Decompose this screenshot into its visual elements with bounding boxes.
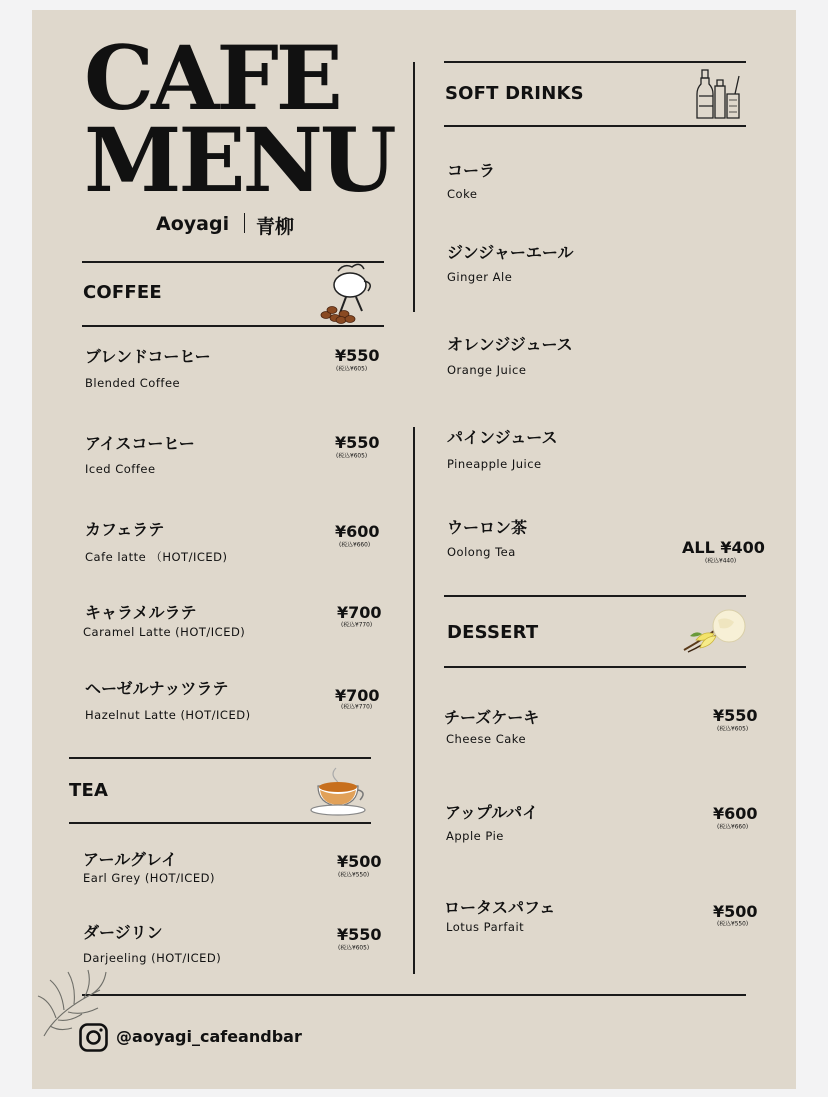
- soft-drink-item-name-en: Orange Juice: [447, 363, 527, 377]
- soft-drink-item-name-en: Coke: [447, 187, 478, 201]
- coffee-item-tax: (税込¥605): [336, 451, 368, 460]
- soft-drink-item-name-en: Oolong Tea: [447, 545, 516, 559]
- coffee-item-name-jp: ヘーゼルナッツラテ: [85, 679, 229, 698]
- soft-drink-item-name-en: Pineapple Juice: [447, 457, 542, 471]
- soft-drink-item-name-jp: ジンジャーエール: [447, 243, 574, 262]
- coffee-item-name-jp: アイスコーヒー: [85, 434, 195, 453]
- soft-drinks-all-tax: (税込¥440): [705, 556, 737, 565]
- column-divider-lower: [413, 427, 415, 974]
- dessert-item-name-en: Lotus Parfait: [446, 920, 525, 934]
- coffee-item-name-en: Blended Coffee: [85, 376, 181, 390]
- tea-bottom-rule: [69, 822, 371, 824]
- dessert-item-name-jp: ロータスパフェ: [444, 898, 556, 917]
- dessert-bottom-rule: [444, 666, 746, 668]
- coffee-item-tax: (税込¥660): [339, 540, 371, 549]
- dessert-item-name-en: Cheese Cake: [446, 732, 527, 746]
- coffee-item-name-jp: キャラメルラテ: [85, 603, 197, 622]
- instagram-icon[interactable]: [79, 1023, 108, 1052]
- soft-drink-item-name-jp: パインジュース: [447, 428, 558, 447]
- soft-drink-item-name-jp: ウーロン茶: [447, 518, 528, 537]
- dessert-heading: DESSERT: [447, 622, 539, 643]
- coffee-item-name-jp: ブレンドコーヒー: [85, 347, 211, 366]
- dessert-item-name-jp: チーズケーキ: [444, 708, 540, 727]
- vanilla-ice-cream-icon: [682, 606, 748, 660]
- coffee-item-price: ¥700: [335, 686, 380, 705]
- coffee-item-name-en: Caramel Latte (HOT/ICED): [83, 625, 246, 639]
- coffee-item-price: ¥700: [337, 603, 382, 622]
- tea-item-tax: (税込¥550): [338, 870, 370, 879]
- menu-title-line2: MENU: [84, 108, 394, 212]
- coffee-item-name-jp: カフェラテ: [85, 520, 165, 539]
- coffee-item-tax: (税込¥605): [336, 364, 368, 373]
- brand-name-en: Aoyagi: [156, 213, 230, 235]
- tea-top-rule: [69, 757, 371, 759]
- dessert-item-name-en: Apple Pie: [446, 829, 504, 843]
- dessert-item-name-jp: アップルパイ: [445, 803, 539, 822]
- dessert-item-price: ¥600: [713, 804, 758, 823]
- coffee-item-name-en: Hazelnut Latte (HOT/ICED): [85, 708, 251, 722]
- coffee-item-price: ¥600: [335, 522, 380, 541]
- coffee-heading: COFFEE: [83, 282, 162, 303]
- coffee-item-tax: (税込¥770): [341, 620, 373, 629]
- dessert-item-tax: (税込¥660): [717, 822, 749, 831]
- menu-title-line1: CAFE: [84, 26, 340, 130]
- dessert-item-price: ¥550: [713, 706, 758, 725]
- soft-drinks-top-rule: [444, 61, 746, 63]
- dessert-item-tax: (税込¥550): [717, 919, 749, 928]
- tea-item-price: ¥550: [337, 925, 382, 944]
- soft-drinks-all-price: ALL ¥400: [682, 538, 765, 557]
- footer-rule: [82, 994, 746, 996]
- tea-item-name-jp: ダージリン: [83, 923, 163, 942]
- soft-drinks-bottom-rule: [444, 125, 746, 127]
- tea-cup-icon: [308, 764, 370, 820]
- tea-item-tax: (税込¥605): [338, 943, 370, 952]
- menu-card: [32, 10, 796, 1089]
- column-divider-upper: [413, 62, 415, 312]
- coffee-bottom-rule: [82, 325, 384, 327]
- tea-item-price: ¥500: [337, 852, 382, 871]
- instagram-handle[interactable]: @aoyagi_cafeandbar: [116, 1027, 302, 1046]
- coffee-item-tax: (税込¥770): [341, 702, 373, 711]
- coffee-item-name-en: Iced Coffee: [85, 462, 156, 476]
- tea-item-name-en: Earl Grey (HOT/ICED): [83, 871, 215, 885]
- dessert-top-rule: [444, 595, 746, 597]
- brand-name-jp: 青柳: [256, 216, 295, 238]
- soft-drink-item-name-jp: コーラ: [447, 161, 496, 180]
- tea-item-name-jp: アールグレイ: [83, 850, 178, 869]
- dessert-item-price: ¥500: [713, 902, 758, 921]
- soft-drink-item-name-en: Ginger Ale: [447, 270, 513, 284]
- brand-divider: [244, 213, 245, 233]
- coffee-item-price: ¥550: [335, 346, 380, 365]
- coffee-beans-icon: [316, 263, 386, 325]
- coffee-item-price: ¥550: [335, 433, 380, 452]
- dessert-item-tax: (税込¥605): [717, 724, 749, 733]
- tea-item-name-en: Darjeeling (HOT/ICED): [83, 951, 222, 965]
- soft-drinks-heading: SOFT DRINKS: [445, 83, 584, 104]
- tea-heading: TEA: [69, 780, 109, 801]
- soft-drink-bottles-icon: [695, 66, 743, 122]
- coffee-item-name-en: Cafe latte （HOT/ICED): [85, 550, 228, 564]
- soft-drink-item-name-jp: オレンジジュース: [447, 335, 573, 354]
